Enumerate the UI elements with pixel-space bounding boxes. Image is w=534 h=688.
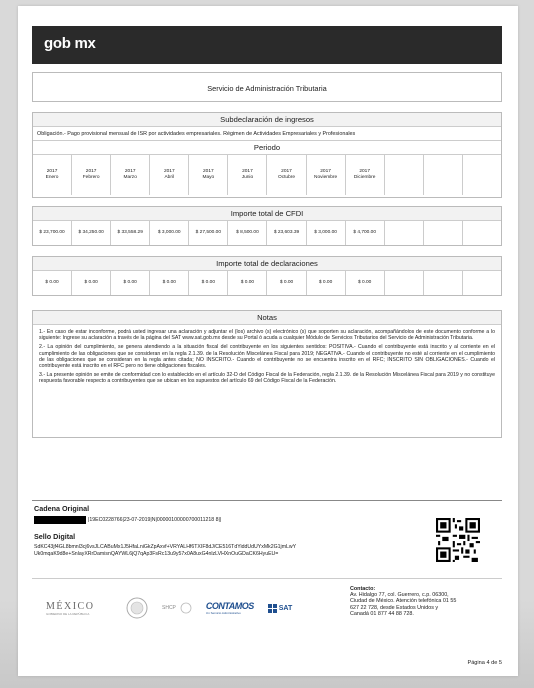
redaction-bar: [34, 516, 86, 524]
document-page: [18, 6, 518, 676]
sello-digital-line-2: Uk0mqaK9d8e+SnlayXRrDamisnQAYWL6jQ7qAp3FsRc13u9y57x0A8uxG4nlzLVHXnOuGDaCK6HyuEU=: [34, 551, 279, 557]
period-month: Junio: [241, 175, 254, 180]
cadena-original-label: Cadena Original: [34, 504, 90, 513]
note-1: 1.- En caso de estar inconforme, podrá usted ingresar una aclaración y adjuntar el (los) archivo (s) electrónico (s) que soporten su aclaración, acompañándolos de este documento conforme a lo siguiente: Ingrese su aclaración a través de la página del SAT www.sat.gob.mx desde su Portal ó acuda a cualquier Módulo de Servicios Tributarios del Servicio de Administración Tributaria.: [39, 329, 495, 342]
subdeclaracion-title: Subdeclaración de ingresos: [33, 113, 501, 127]
decl-cell: $ 0.00: [267, 271, 306, 295]
period-year: 2017: [242, 169, 253, 174]
sat-logo: [268, 604, 292, 613]
contact-line: 627 22 728, desde Estados Unidos y: [350, 604, 439, 611]
cfdi-cell: $ 27,500.00: [189, 221, 228, 245]
periods-grid: [33, 155, 501, 195]
period-month: Febrero: [82, 175, 100, 180]
period-year: 2017: [281, 169, 292, 174]
periods-cell: [33, 155, 72, 195]
decl-cell: $ 0.00: [307, 271, 346, 295]
shcp-logo: [162, 602, 192, 614]
cfdi-cell: $ 34,250.00: [72, 221, 111, 245]
periods-cell: [150, 155, 189, 195]
periods-cell: [463, 155, 501, 195]
period-month: Octubre: [277, 175, 296, 180]
notes-title: Notas: [33, 311, 501, 325]
period-month: Mayo: [202, 175, 215, 180]
cfdi-cell: $ 23,603.39: [267, 221, 306, 245]
header-bar: [32, 26, 502, 64]
sat-logo-text: SAT: [278, 604, 293, 612]
sat-grid-icon: [268, 604, 277, 613]
sello-digital-line-1: SdKC43jf4GL8bmnl3cj6vsJLCABuMx1J5HfaLniGkZpAxvf+VRYALHf6TXIF8dJ/CE516TdYiddUdUYxMk2G1jmLwY: [34, 544, 297, 550]
period-month: Noviembre: [313, 175, 338, 180]
decl-cell: $ 0.00: [189, 271, 228, 295]
cfdi-cell: $ 23,700.00: [33, 221, 72, 245]
periods-cell: [307, 155, 346, 195]
decl-cell: $ 0.00: [33, 271, 72, 295]
obligacion-text: Obligación.- Pago provisional mensual de ISR por actividades empresariales. Régimen de Actividades Empresariales y Profesionales: [33, 127, 501, 141]
decl-cell: $ 0.00: [150, 271, 189, 295]
period-year: 2017: [46, 169, 58, 174]
shcp-emblem-icon: [180, 602, 192, 614]
period-year: 2017: [203, 169, 214, 174]
cfdi-box: [32, 206, 502, 246]
cfdi-cell: [463, 221, 501, 245]
cfdi-cell: [385, 221, 424, 245]
notes-body: [33, 325, 501, 392]
period-year: 2017: [320, 169, 331, 174]
decl-cell: $ 0.00: [228, 271, 267, 295]
footer-divider-2: [32, 578, 502, 579]
qr-code-icon: [436, 518, 480, 562]
document-title: Servicio de Administración Tributaria: [207, 84, 327, 93]
periodo-title: Periodo: [33, 141, 501, 155]
periods-cell: [72, 155, 111, 195]
title-box: [32, 72, 502, 102]
note-2: 2.- La opinión del cumplimiento, se genera atendiendo a la situación fiscal del contribuyente en los siguientes sentidos: POSITIVA.- Cuando el contribuyente está inscrito y al corriente en el cumplimiento de las obligaciones que se consideran en la regla 2.1.39. de la Resolución Miscelánea Fiscal para 2019; NEGATIVA.- Cuando el contribuyente no esté al corriente en el cumplimiento de las obligaciones que se consideran en la regla antes citada; NO INSCRITO.- Cuando el contribuyente no se encuentra inscrito en el RFC; INSCRITO SIN OBLIGACIONES.- Cuando el contribuyente está inscrito en el RFC pero no tiene obligaciones fiscales.: [39, 344, 495, 370]
periods-cell: [385, 155, 424, 195]
period-month: Marzo: [123, 175, 137, 180]
cfdi-cell: $ 3,000.00: [307, 221, 346, 245]
cfdi-title: Importe total de CFDI: [33, 207, 501, 221]
gobmx-logo: gob mx: [44, 35, 96, 52]
period-year: 2017: [124, 169, 136, 174]
mexico-logo: [46, 601, 116, 616]
period-year: 2017: [359, 169, 370, 174]
cfdi-cell: $ 33,558.29: [111, 221, 150, 245]
period-year: 2017: [85, 169, 97, 174]
decl-cell: $ 0.00: [111, 271, 150, 295]
periods-cell: [189, 155, 228, 195]
contact-line: Av. Hidalgo 77, col. Guerrero, c.p. 06300,: [350, 592, 449, 599]
declaraciones-grid: [33, 271, 501, 295]
footer-logos: [32, 588, 342, 628]
footer-divider: [32, 500, 502, 501]
contact-block: [350, 586, 500, 617]
periods-cell: [267, 155, 306, 195]
mexico-logo-text: MÉXICO: [46, 600, 95, 612]
shcp-logo-text: SHCP: [162, 605, 176, 611]
declaraciones-title: Importe total de declaraciones: [33, 257, 501, 271]
notes-box: [32, 310, 502, 438]
subdeclaracion-box: [32, 112, 502, 198]
periods-cell: [228, 155, 267, 195]
periods-cell: [346, 155, 385, 195]
sello-digital-label: Sello Digital: [34, 532, 76, 541]
note-3: 3.- La presente opinión se emite de conformidad con lo establecido en el artículo 32-D del Código Fiscal de la Federación, regla 2.1.39. de la Resolución Miscelánea Fiscal para 2019 y no constituye respuesta favorable respecto a contribuyentes que se ubican en los supuestos del artículo 69 del Código Fiscal de la Federación.: [39, 372, 495, 385]
contamos-logo-text: CONTAMOS: [205, 601, 254, 611]
contact-line: Canadá 01 877 44 88 728.: [350, 610, 414, 617]
cfdi-cell: [424, 221, 463, 245]
decl-cell: [424, 271, 463, 295]
periods-cell: [424, 155, 463, 195]
period-month: Abril: [164, 175, 175, 180]
seal-icon: [126, 597, 148, 619]
decl-cell: $ 0.00: [346, 271, 385, 295]
cadena-original-value: |19EC0228766|23-07-2019|N|00000100000700011218 8||: [88, 517, 222, 523]
period-year: 2017: [163, 169, 175, 174]
declaraciones-box: [32, 256, 502, 296]
contact-line: Ciudad de México. Atención telefónica 01 55: [350, 598, 457, 605]
periods-cell: [111, 155, 150, 195]
contamos-logo-subtext: Un Servicio Administrativo: [205, 611, 241, 615]
decl-cell: $ 0.00: [72, 271, 111, 295]
cfdi-cell: $ 3,000.00: [150, 221, 189, 245]
contamos-logo: [206, 601, 254, 615]
contact-heading: Contacto:: [350, 586, 376, 592]
page-number: Página 4 de 5: [467, 660, 502, 666]
decl-cell: [463, 271, 501, 295]
mexico-logo-subtext: GOBIERNO DE LA REPÚBLICA: [46, 611, 90, 616]
period-month: Enero: [45, 175, 59, 180]
cfdi-cell: $ 8,500.00: [228, 221, 267, 245]
cfdi-grid: [33, 221, 501, 245]
decl-cell: [385, 271, 424, 295]
period-month: Diciembre: [353, 175, 376, 180]
cfdi-cell: $ 4,700.00: [346, 221, 385, 245]
